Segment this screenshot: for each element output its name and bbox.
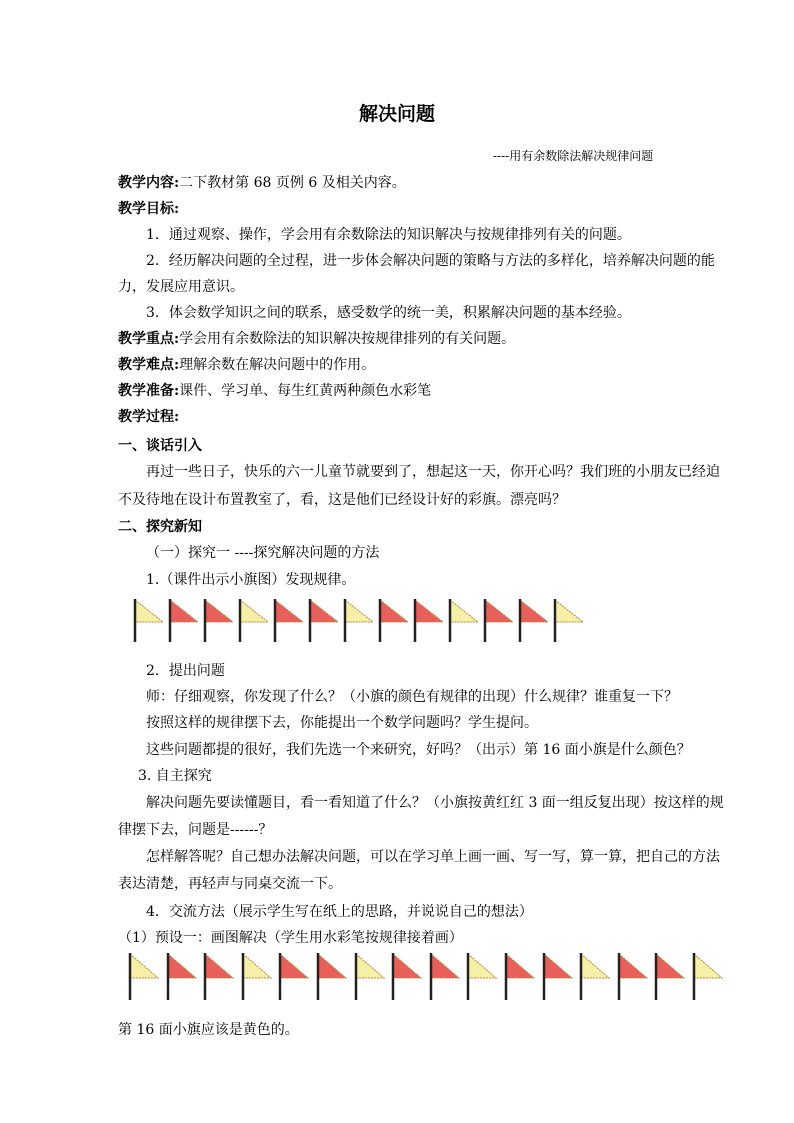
flag-red-icon bbox=[540, 952, 578, 1000]
flag-red-icon bbox=[201, 598, 236, 642]
flag-red-icon bbox=[276, 952, 314, 1000]
goals-label: 教学目标: bbox=[118, 201, 180, 217]
flag-yellow-icon bbox=[352, 952, 390, 1000]
flag-row-1 bbox=[131, 598, 586, 642]
goal-3: 3．体会数学知识之间的联系，感受数学的统一美，积累解决问题的基本经验。 bbox=[146, 305, 631, 321]
step-3d: 表达清楚，再轻声与同桌交流一下。 bbox=[118, 876, 342, 892]
conclusion: 第 16 面小旗应该是黄色的。 bbox=[118, 1022, 299, 1038]
goal-1: 1．通过观察、操作，学会用有余数除法的知识解决与按规律排列有关的问题。 bbox=[146, 227, 631, 243]
key-label: 教学重点: bbox=[118, 331, 180, 347]
step-3: 3. 自主探究 bbox=[138, 768, 212, 784]
flag-yellow-icon bbox=[577, 952, 615, 1000]
content-text: 二下教材第 68 页例 6 及相关内容。 bbox=[179, 175, 406, 191]
question-3: 这些问题都提的很好，我们先选一个来研究，好吗？（出示）第 16 面小旗是什么颜色？ bbox=[146, 742, 691, 758]
flag-yellow-icon bbox=[131, 598, 166, 642]
intro-b: 不及待地在设计布置教室了，看，这是他们已经设计好的彩旗。漂亮吗？ bbox=[118, 492, 566, 508]
difficulty-label: 教学难点: bbox=[118, 357, 180, 373]
preset-1: （1）预设一：画图解决（学生用水彩笔按规律接着画） bbox=[118, 930, 463, 946]
flag-yellow-icon bbox=[446, 598, 481, 642]
prep-text: 课件、学习单、每生红黄两种颜色水彩笔 bbox=[179, 383, 432, 399]
flag-red-icon bbox=[376, 598, 411, 642]
prep-label: 教学准备: bbox=[118, 383, 180, 399]
flag-red-icon bbox=[427, 952, 465, 1000]
page-title: 解决问题 bbox=[358, 103, 435, 125]
step-2: 2．提出问题 bbox=[146, 663, 225, 679]
key-line bbox=[118, 329, 515, 349]
difficulty-text: 理解余数在解决问题中的作用。 bbox=[179, 357, 376, 373]
content-label: 教学内容: bbox=[118, 175, 180, 191]
flag-yellow-icon bbox=[551, 598, 586, 642]
step-3a: 解决问题先要读懂题目，看一看知道了什么？（小旗按黄红红 3 面一组反复出现）按这样的规 bbox=[146, 795, 724, 811]
content-line bbox=[118, 173, 406, 193]
step-3c: 怎样解答呢？自己想办法解决问题，可以在学习单上画一画、写一写，算一算，把自己的方法 bbox=[146, 849, 720, 865]
prep-line bbox=[118, 381, 431, 401]
flag-red-icon bbox=[615, 952, 653, 1000]
flag-red-icon bbox=[481, 598, 516, 642]
key-text: 学会用有余数除法的知识解决按规律排列的有关问题。 bbox=[179, 331, 516, 347]
flag-row-2 bbox=[126, 952, 728, 1000]
flag-red-icon bbox=[411, 598, 446, 642]
flag-yellow-icon bbox=[239, 952, 277, 1000]
flag-red-icon bbox=[389, 952, 427, 1000]
section-1-heading: 一、谈话引入 bbox=[118, 438, 202, 454]
flag-yellow-icon bbox=[126, 952, 164, 1000]
page-subtitle: ----用有余数除法解决规律问题 bbox=[493, 149, 654, 163]
flag-yellow-icon bbox=[341, 598, 376, 642]
flag-red-icon bbox=[516, 598, 551, 642]
flag-red-icon bbox=[652, 952, 690, 1000]
explore-1: （一）探究一 ----探究解决问题的方法 bbox=[146, 545, 380, 561]
difficulty-line bbox=[118, 355, 375, 375]
flag-red-icon bbox=[502, 952, 540, 1000]
flag-yellow-icon bbox=[236, 598, 271, 642]
flag-red-icon bbox=[201, 952, 239, 1000]
question-2: 按照这样的规律摆下去，你能提出一个数学问题吗？学生提问。 bbox=[146, 715, 538, 731]
process-label: 教学过程: bbox=[118, 409, 180, 425]
flag-red-icon bbox=[164, 952, 202, 1000]
section-2-heading: 二、探究新知 bbox=[118, 519, 202, 535]
flag-red-icon bbox=[271, 598, 306, 642]
intro-a: 再过一些日子，快乐的六一儿童节就要到了，想起这一天，你开心吗？我们班的小朋友已经迫 bbox=[146, 464, 720, 480]
flag-red-icon bbox=[314, 952, 352, 1000]
flag-yellow-icon bbox=[690, 952, 728, 1000]
flag-yellow-icon bbox=[464, 952, 502, 1000]
step-1: 1.（课件出示小旗图）发现规律。 bbox=[146, 572, 356, 588]
step-4: 4．交流方法（展示学生写在纸上的思路，并说说自己的想法） bbox=[146, 904, 533, 920]
goal-2b: 力，发展应用意识。 bbox=[118, 279, 244, 295]
flag-red-icon bbox=[166, 598, 201, 642]
question-1: 师：仔细观察，你发现了什么？（小旗的颜色有规律的出现）什么规律？谁重复一下？ bbox=[146, 689, 678, 705]
goal-2a: 2．经历解决问题的全过程，进一步体会解决问题的策略与方法的多样化，培养解决问题的能 bbox=[146, 253, 715, 269]
step-3b: 律摆下去，问题是------？ bbox=[118, 822, 273, 838]
flag-red-icon bbox=[306, 598, 341, 642]
